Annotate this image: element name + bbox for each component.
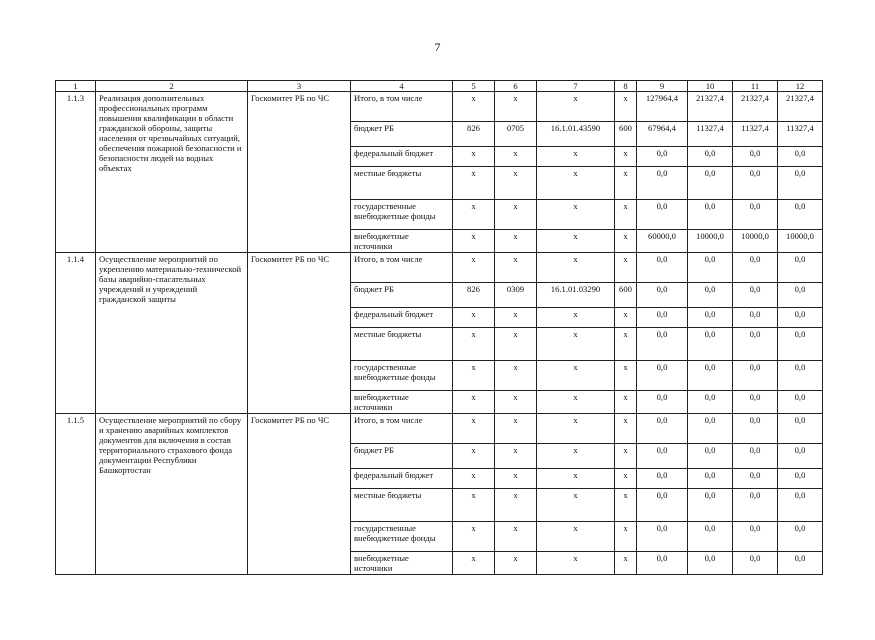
cell-11: 0,0 <box>733 414 778 444</box>
cell-11: 0,0 <box>733 522 778 552</box>
cell-8: x <box>615 489 637 522</box>
cell-9: 0,0 <box>637 253 688 283</box>
executor: Госкомитет РБ по ЧС <box>248 414 351 575</box>
cell-12: 0,0 <box>778 167 823 200</box>
cell-8: x <box>615 253 637 283</box>
funding-source: Итого, в том числе <box>351 92 453 122</box>
cell-7: x <box>537 469 615 489</box>
cell-5: 826 <box>453 283 495 308</box>
cell-10: 0,0 <box>688 147 733 167</box>
header-row <box>56 81 823 92</box>
cell-5: x <box>453 230 495 253</box>
cell-6: x <box>495 167 537 200</box>
cell-10: 0,0 <box>688 522 733 552</box>
cell-8: 600 <box>615 283 637 308</box>
cell-8: x <box>615 92 637 122</box>
cell-7: x <box>537 308 615 328</box>
cell-6: x <box>495 552 537 575</box>
cell-7: x <box>537 167 615 200</box>
cell-12: 0,0 <box>778 489 823 522</box>
cell-10: 0,0 <box>688 552 733 575</box>
cell-7: x <box>537 92 615 122</box>
cell-12: 0,0 <box>778 328 823 361</box>
cell-11: 0,0 <box>733 167 778 200</box>
cell-6: x <box>495 361 537 391</box>
cell-12: 0,0 <box>778 552 823 575</box>
cell-10: 10000,0 <box>688 230 733 253</box>
measure-number: 1.1.4 <box>56 253 96 414</box>
funding-source: государственные внебюджетные фонды <box>351 522 453 552</box>
cell-12: 0,0 <box>778 391 823 414</box>
cell-9: 0,0 <box>637 328 688 361</box>
cell-8: x <box>615 167 637 200</box>
cell-9: 0,0 <box>637 167 688 200</box>
cell-6: x <box>495 469 537 489</box>
funding-source: Итого, в том числе <box>351 253 453 283</box>
cell-8: x <box>615 414 637 444</box>
column-number-header: 8 <box>615 81 637 92</box>
cell-5: x <box>453 444 495 469</box>
cell-10: 0,0 <box>688 469 733 489</box>
table-row <box>56 253 823 283</box>
budget-table <box>55 80 823 575</box>
cell-10: 0,0 <box>688 283 733 308</box>
cell-7: 16.1.01.03290 <box>537 283 615 308</box>
cell-9: 0,0 <box>637 361 688 391</box>
cell-10: 0,0 <box>688 308 733 328</box>
cell-5: x <box>453 391 495 414</box>
cell-8: x <box>615 328 637 361</box>
funding-source: местные бюджеты <box>351 489 453 522</box>
cell-5: x <box>453 167 495 200</box>
column-number-header: 4 <box>351 81 453 92</box>
funding-source: внебюджетные источники <box>351 391 453 414</box>
cell-9: 0,0 <box>637 308 688 328</box>
funding-source: местные бюджеты <box>351 328 453 361</box>
cell-7: x <box>537 253 615 283</box>
cell-9: 0,0 <box>637 469 688 489</box>
measure-number: 1.1.3 <box>56 92 96 253</box>
table-row <box>56 92 823 122</box>
funding-source: государственные внебюджетные фонды <box>351 361 453 391</box>
cell-10: 0,0 <box>688 328 733 361</box>
cell-8: x <box>615 469 637 489</box>
executor: Госкомитет РБ по ЧС <box>248 92 351 253</box>
cell-11: 0,0 <box>733 147 778 167</box>
cell-10: 0,0 <box>688 391 733 414</box>
column-number-header: 7 <box>537 81 615 92</box>
cell-5: x <box>453 489 495 522</box>
cell-7: 16.1.01.43590 <box>537 122 615 147</box>
cell-11: 0,0 <box>733 283 778 308</box>
cell-5: x <box>453 414 495 444</box>
column-number-header: 1 <box>56 81 96 92</box>
column-number-header: 9 <box>637 81 688 92</box>
measure-description: Осуществление мероприятий по укреплению материально-технической базы аварийно-спасательных учреждений и учреждений гражданской защиты <box>96 253 248 414</box>
cell-8: x <box>615 230 637 253</box>
funding-source: бюджет РБ <box>351 283 453 308</box>
cell-8: x <box>615 308 637 328</box>
cell-6: x <box>495 200 537 230</box>
funding-source: внебюджетные источники <box>351 230 453 253</box>
cell-8: x <box>615 444 637 469</box>
cell-8: x <box>615 552 637 575</box>
cell-12: 0,0 <box>778 147 823 167</box>
cell-8: x <box>615 522 637 552</box>
cell-10: 11327,4 <box>688 122 733 147</box>
cell-7: x <box>537 147 615 167</box>
cell-10: 0,0 <box>688 489 733 522</box>
cell-6: x <box>495 391 537 414</box>
executor: Госкомитет РБ по ЧС <box>248 253 351 414</box>
cell-5: x <box>453 92 495 122</box>
cell-9: 0,0 <box>637 200 688 230</box>
cell-5: x <box>453 253 495 283</box>
cell-9: 0,0 <box>637 414 688 444</box>
cell-12: 0,0 <box>778 414 823 444</box>
cell-12: 10000,0 <box>778 230 823 253</box>
cell-6: x <box>495 444 537 469</box>
cell-5: 826 <box>453 122 495 147</box>
column-number-header: 6 <box>495 81 537 92</box>
column-number-header: 5 <box>453 81 495 92</box>
cell-7: x <box>537 444 615 469</box>
cell-7: x <box>537 522 615 552</box>
cell-12: 0,0 <box>778 522 823 552</box>
cell-9: 0,0 <box>637 391 688 414</box>
column-number-header: 10 <box>688 81 733 92</box>
cell-11: 0,0 <box>733 253 778 283</box>
table-row <box>56 414 823 444</box>
cell-6: x <box>495 522 537 552</box>
cell-5: x <box>453 147 495 167</box>
cell-7: x <box>537 361 615 391</box>
cell-7: x <box>537 391 615 414</box>
cell-11: 0,0 <box>733 328 778 361</box>
cell-9: 0,0 <box>637 489 688 522</box>
funding-source: государственные внебюджетные фонды <box>351 200 453 230</box>
cell-10: 0,0 <box>688 444 733 469</box>
funding-source: Итого, в том числе <box>351 414 453 444</box>
cell-10: 21327,4 <box>688 92 733 122</box>
funding-source: внебюджетные источники <box>351 552 453 575</box>
cell-5: x <box>453 200 495 230</box>
cell-7: x <box>537 328 615 361</box>
cell-12: 0,0 <box>778 469 823 489</box>
cell-9: 60000,0 <box>637 230 688 253</box>
cell-12: 0,0 <box>778 308 823 328</box>
cell-8: x <box>615 147 637 167</box>
cell-7: x <box>537 552 615 575</box>
cell-5: x <box>453 308 495 328</box>
cell-7: x <box>537 200 615 230</box>
cell-9: 67964,4 <box>637 122 688 147</box>
cell-5: x <box>453 361 495 391</box>
cell-12: 11327,4 <box>778 122 823 147</box>
cell-5: x <box>453 522 495 552</box>
cell-12: 0,0 <box>778 283 823 308</box>
cell-7: x <box>537 489 615 522</box>
cell-11: 10000,0 <box>733 230 778 253</box>
cell-6: 0309 <box>495 283 537 308</box>
cell-9: 127964,4 <box>637 92 688 122</box>
cell-6: x <box>495 253 537 283</box>
column-number-header: 2 <box>96 81 248 92</box>
cell-7: x <box>537 230 615 253</box>
cell-10: 0,0 <box>688 361 733 391</box>
cell-11: 0,0 <box>733 361 778 391</box>
cell-6: x <box>495 414 537 444</box>
cell-12: 21327,4 <box>778 92 823 122</box>
cell-6: x <box>495 147 537 167</box>
cell-6: x <box>495 230 537 253</box>
cell-9: 0,0 <box>637 147 688 167</box>
cell-12: 0,0 <box>778 444 823 469</box>
measure-description: Реализация дополнительных профессиональных программ повышения квалификации в области гражданской обороны, защиты населения от чрезвычайных ситуаций, обеспечения пожарной безопасности и безопасности людей на водных объектах <box>96 92 248 253</box>
funding-source: федеральный бюджет <box>351 308 453 328</box>
cell-11: 0,0 <box>733 489 778 522</box>
cell-10: 0,0 <box>688 167 733 200</box>
funding-source: федеральный бюджет <box>351 147 453 167</box>
cell-11: 21327,4 <box>733 92 778 122</box>
cell-12: 0,0 <box>778 200 823 230</box>
cell-11: 0,0 <box>733 444 778 469</box>
cell-6: x <box>495 92 537 122</box>
cell-9: 0,0 <box>637 522 688 552</box>
funding-source: бюджет РБ <box>351 122 453 147</box>
cell-12: 0,0 <box>778 253 823 283</box>
cell-11: 0,0 <box>733 308 778 328</box>
cell-11: 0,0 <box>733 391 778 414</box>
cell-11: 0,0 <box>733 552 778 575</box>
page-number: 7 <box>434 40 441 54</box>
cell-6: x <box>495 489 537 522</box>
cell-11: 0,0 <box>733 469 778 489</box>
cell-6: x <box>495 328 537 361</box>
cell-5: x <box>453 552 495 575</box>
cell-5: x <box>453 328 495 361</box>
cell-11: 0,0 <box>733 200 778 230</box>
column-number-header: 11 <box>733 81 778 92</box>
cell-8: 600 <box>615 122 637 147</box>
cell-8: x <box>615 391 637 414</box>
cell-11: 11327,4 <box>733 122 778 147</box>
cell-5: x <box>453 469 495 489</box>
cell-10: 0,0 <box>688 200 733 230</box>
cell-6: 0705 <box>495 122 537 147</box>
cell-9: 0,0 <box>637 283 688 308</box>
funding-source: местные бюджеты <box>351 167 453 200</box>
column-number-header: 3 <box>248 81 351 92</box>
cell-9: 0,0 <box>637 552 688 575</box>
cell-12: 0,0 <box>778 361 823 391</box>
cell-8: x <box>615 361 637 391</box>
cell-6: x <box>495 308 537 328</box>
column-number-header: 12 <box>778 81 823 92</box>
funding-source: бюджет РБ <box>351 444 453 469</box>
cell-8: x <box>615 200 637 230</box>
cell-9: 0,0 <box>637 444 688 469</box>
cell-7: x <box>537 414 615 444</box>
cell-10: 0,0 <box>688 414 733 444</box>
measure-number: 1.1.5 <box>56 414 96 575</box>
funding-source: федеральный бюджет <box>351 469 453 489</box>
cell-10: 0,0 <box>688 253 733 283</box>
measure-description: Осуществление мероприятий по сбору и хранению аварийных комплектов документов для включения в состав территориального страхового фонда документации Республики Башкортостан <box>96 414 248 575</box>
